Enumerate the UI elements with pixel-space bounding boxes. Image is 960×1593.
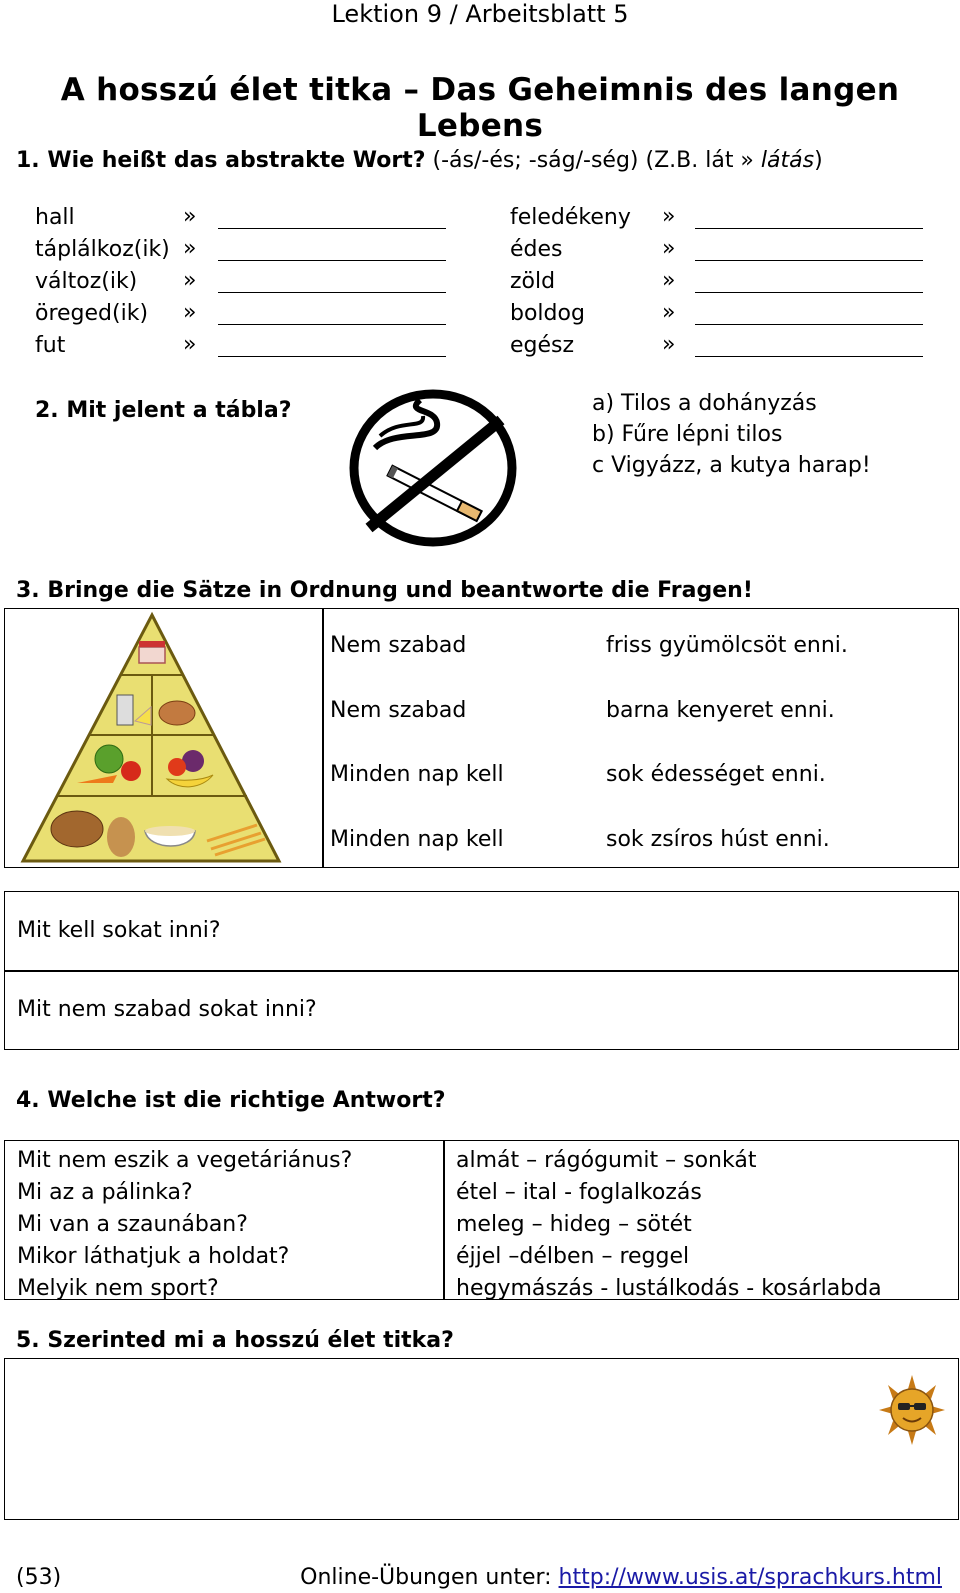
answer-blank[interactable] [695, 302, 923, 325]
arrow-glyph: » [662, 332, 676, 357]
ex4-answer-options[interactable]: étel – ital - foglalkozás [456, 1180, 702, 1205]
answer-blank[interactable] [218, 334, 446, 357]
ex3-sentence-end[interactable]: sok zsíros húst enni. [606, 827, 830, 852]
answer-blank[interactable] [695, 270, 923, 293]
no-smoking-icon [345, 388, 525, 552]
ex4-answer-options[interactable]: meleg – hideg – sötét [456, 1212, 692, 1237]
ex3-sentence-start[interactable]: Nem szabad [330, 698, 467, 723]
worksheet-header: Lektion 9 / Arbeitsblatt 5 [331, 0, 629, 28]
food-pyramid-image [17, 611, 287, 863]
ex4-answer-options[interactable]: almát – rágógumit – sonkát [456, 1148, 757, 1173]
ex3-questions-box [4, 891, 959, 1050]
ex3-sentence-start[interactable]: Nem szabad [330, 633, 467, 658]
ex4-answer-options[interactable]: éjjel –délben – reggel [456, 1244, 690, 1269]
answer-blank[interactable] [218, 206, 446, 229]
arrow-glyph: » [662, 236, 676, 261]
page-number: (53) [16, 1565, 62, 1590]
ex1-row [35, 234, 945, 266]
ex4-question: Melyik nem sport? [17, 1276, 219, 1301]
ex4-answer-options[interactable]: hegymászás - lustálkodás - kosárlabda [456, 1276, 882, 1301]
answer-blank[interactable] [218, 270, 446, 293]
ex4-heading: 4. Welche ist die richtige Antwort? [16, 1088, 446, 1113]
arrow-glyph: » [183, 236, 197, 261]
ex1-row [35, 266, 945, 298]
page-title: A hosszú élet titka – Das Geheimnis des langen Lebens [60, 72, 900, 144]
ex3-sentence-end[interactable]: barna kenyeret enni. [606, 698, 835, 723]
arrow-glyph: » [662, 300, 676, 325]
arrow-glyph: » [183, 204, 197, 229]
ex1-left-word: öreged(ik) [35, 301, 149, 326]
ex1-heading: 1. Wie heißt das abstrakte Wort? (-ás/-és; -ság/-ség) (Z.B. lát » látás) [16, 148, 823, 173]
answer-blank[interactable] [218, 238, 446, 261]
ex1-row [35, 298, 945, 330]
ex1-right-word: boldog [510, 301, 585, 326]
ex5-heading: 5. Szerinted mi a hosszú élet titka? [16, 1328, 454, 1353]
ex4-question: Mikor láthatjuk a holdat? [17, 1244, 290, 1269]
ex2-option[interactable]: b) Fűre lépni tilos [592, 422, 783, 447]
ex1-left-word: változ(ik) [35, 269, 138, 294]
ex2-heading: 2. Mit jelent a tábla? [35, 398, 292, 423]
ex1-right-word: egész [510, 333, 575, 358]
ex4-question: Mi az a pálinka? [17, 1180, 193, 1205]
ex2-option[interactable]: a) Tilos a dohányzás [592, 391, 817, 416]
ex4-table [4, 1140, 959, 1300]
ex3-sentence-end[interactable]: sok édességet enni. [606, 762, 826, 787]
arrow-glyph: » [183, 300, 197, 325]
answer-blank[interactable] [218, 302, 446, 325]
ex1-row [35, 330, 945, 362]
answer-blank[interactable] [695, 206, 923, 229]
ex4-question: Mit nem eszik a vegetáriánus? [17, 1148, 353, 1173]
ex4-questions [17, 1145, 352, 1305]
ex1-word-grid [35, 202, 945, 362]
ex3-question: Mit nem szabad sokat inni? [17, 997, 317, 1022]
answer-blank[interactable] [695, 238, 923, 261]
arrow-glyph: » [662, 204, 676, 229]
ex2-options [592, 388, 871, 481]
ex1-right-word: zöld [510, 269, 556, 294]
ex3-sentence-start[interactable]: Minden nap kell [330, 827, 504, 852]
footer-online-label: Online-Übungen unter: [300, 1565, 559, 1590]
ex3-table [4, 608, 959, 868]
ex2-option[interactable]: c Vigyázz, a kutya harap! [592, 453, 871, 478]
ex1-row [35, 202, 945, 234]
ex4-answers [456, 1145, 882, 1305]
ex1-left-word: fut [35, 333, 66, 358]
ex1-left-word: hall [35, 205, 75, 230]
arrow-glyph: » [183, 332, 197, 357]
ex3-heading: 3. Bringe die Sätze in Ordnung und beantworte die Fragen! [16, 578, 753, 603]
ex1-right-word: feledékeny [510, 205, 631, 230]
footer-online [300, 1565, 942, 1590]
ex5-answer-box[interactable] [4, 1358, 959, 1520]
ex3-question: Mit kell sokat inni? [17, 918, 221, 943]
answer-blank[interactable] [695, 334, 923, 357]
ex1-left-word: táplálkoz(ik) [35, 237, 170, 262]
arrow-glyph: » [183, 268, 197, 293]
ex4-question: Mi van a szaunában? [17, 1212, 248, 1237]
ex1-right-word: édes [510, 237, 563, 262]
sun-mascot-image [877, 1373, 947, 1447]
ex3-sentence-start[interactable]: Minden nap kell [330, 762, 504, 787]
arrow-glyph: » [662, 268, 676, 293]
footer-url-link[interactable]: http://www.usis.at/sprachkurs.html [558, 1565, 942, 1590]
ex3-sentence-end[interactable]: friss gyümölcsöt enni. [606, 633, 848, 658]
